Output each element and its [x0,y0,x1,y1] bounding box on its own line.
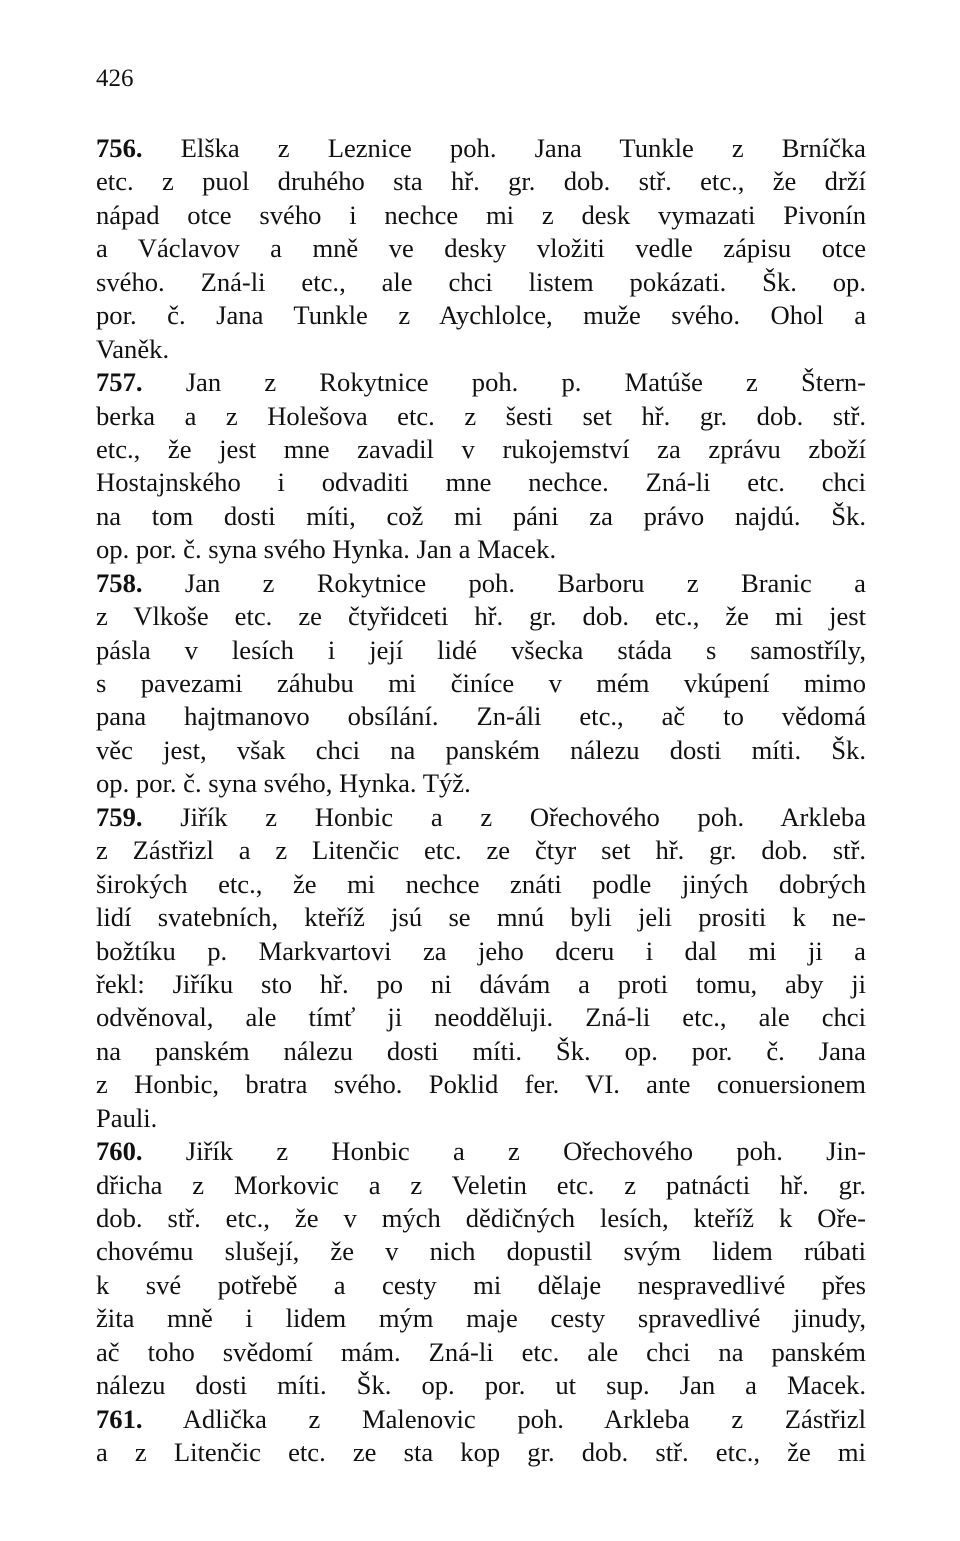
text-line [96,199,866,232]
text-line [96,1169,866,1202]
line-text: Elška z Leznice poh. Jana Tunkle z Brníčka [142,133,866,163]
entry-number: 760. [96,1136,143,1167]
entry-number: 758. [96,567,143,598]
line-text: Hostajnského i odvaditi mne nechce. Zná-li etc. chci [96,467,866,498]
text-line [96,266,866,299]
line-text: z Honbic, bratra svého. Poklid fer. VI. ante conuersionem [96,1069,866,1100]
line-text: Pauli. [96,1102,158,1133]
line-text: svého. Zná-li etc., ale chci listem pokázati. Šk. op. [96,266,866,297]
line-text: op. por. č. syna svého, Hynka. Týž. [96,768,471,799]
text-line [96,299,866,332]
text-line [96,834,866,867]
line-text: řekl: Jiříku sto hř. po ni dávám a proti tomu, aby ji [96,968,866,999]
text-line [96,1068,866,1101]
line-text: Vaněk. [96,333,170,364]
line-text: s pavezami záhubu mi činíce v mém vkúpení mimo [96,668,866,698]
entry-number: 759. [96,801,143,832]
text-line [96,700,866,733]
text-line [96,466,866,499]
line-text: a Václavov a mně ve desky vložiti vedle zápisu otce [96,233,866,264]
line-text: op. por. č. syna svého Hynka. Jan a Macek. [96,534,557,565]
line-text: Adlička z Malenovic poh. Arkleba z Zástřizl [142,1403,866,1434]
line-text: por. č. Jana Tunkle z Aychlolce, muže svého. Ohol a [96,300,866,331]
entry-number: 756. [96,133,143,163]
entry-first-line [96,567,866,600]
text-line [96,734,866,767]
entry-number: 761. [96,1403,143,1434]
text-line [96,1302,866,1335]
line-text: nápad otce svého i nechce mi z desk vymazati Pivonín [96,199,866,230]
entry-first-line [96,366,866,399]
line-text: ač toho svědomí mám. Zná-li etc. ale chci na panském [96,1336,866,1367]
text-line [96,1202,866,1235]
text-line [96,1269,866,1302]
line-text: z Zástřizl a z Litenčic etc. ze čtyr set hř. gr. dob. stř. [96,835,866,866]
text-line [96,1369,866,1402]
text-line [96,1235,866,1268]
line-text: berka a z Holešova etc. z šesti set hř. gr. dob. stř. [96,400,866,431]
text-line [96,600,866,633]
entry-first-line [96,1135,866,1168]
line-text: na tom dosti míti, což mi páni za právo najdú. Šk. [96,500,866,531]
line-text: Jan z Rokytnice poh. Barboru z Branic a [142,567,866,598]
page-number: 426 [96,65,134,92]
text-line [96,667,866,700]
text-line [96,400,866,433]
entry-first-line [96,801,866,834]
line-text: věc jest, však chci na panském nálezu dosti míti. Šk. [96,734,866,765]
line-text: božtíku p. Markvartovi za jeho dceru i dal mi ji a [96,935,866,966]
text-block [96,132,866,1470]
line-text: etc. z puol druhého sta hř. gr. dob. stř. etc., že drží [96,166,866,197]
line-text: lidí svatebních, kteříž jsú se mnú byli jeli prositi k ne- [96,902,866,933]
text-line [96,333,866,366]
text-line [96,1436,866,1469]
text-line [96,165,866,198]
line-text: na panském nálezu dosti míti. Šk. op. por. č. Jana [96,1035,866,1066]
text-line [96,901,866,934]
text-line [96,634,866,667]
line-text: etc., že jest mne zavadil v rukojemství za zprávu zboží [96,433,866,464]
line-text: z Vlkoše etc. ze čtyřidceti hř. gr. dob. etc., že mi jest [96,601,866,632]
line-text: pana hajtmanovo obsílání. Zn-áli etc., ač to vědomá [96,701,866,732]
text-line [96,232,866,265]
text-line [96,868,866,901]
line-text: chovému slušejí, že v nich dopustil svým lidem rúbati [96,1236,866,1267]
line-text: odvěnoval, ale tímť ji neodděluji. Zná-li etc., ale chci [96,1002,866,1033]
line-text: a z Litenčic etc. ze sta kop gr. dob. stř. etc., že mi [96,1437,866,1468]
line-text: Jan z Rokytnice poh. p. Matúše z Štern- [142,367,866,398]
line-text: k své potřebě a cesty mi dělaje nespravedlivé přes [96,1269,866,1300]
line-text: pásla v lesích i její lidé všecka stáda s samostříly, [96,634,866,665]
line-text: Jiřík z Honbic a z Ořechového poh. Jin- [142,1136,866,1167]
entry-first-line [96,1403,866,1436]
line-text: dob. stř. etc., že v mých dědičných lesích, kteříž k Oře- [96,1203,866,1233]
text-line [96,767,866,800]
text-line [96,1001,866,1034]
text-line [96,968,866,1001]
text-line [96,433,866,466]
line-text: dřicha z Morkovic a z Veletin etc. z patnácti hř. gr. [96,1169,866,1200]
entry-first-line [96,132,866,165]
line-text: žita mně i lidem mým maje cesty spravedlivé jinudy, [96,1303,866,1334]
line-text: Jiřík z Honbic a z Ořechového poh. Arkleba [142,801,866,832]
text-line [96,1035,866,1068]
text-line [96,533,866,566]
text-line [96,500,866,533]
text-line [96,1102,866,1135]
text-line [96,1336,866,1369]
line-text: širokých etc., že mi nechce znáti podle jiných dobrých [96,868,866,899]
entry-number: 757. [96,367,143,398]
line-text: nálezu dosti míti. Šk. op. por. ut sup. Jan a Macek. [96,1370,866,1401]
text-line [96,935,866,968]
